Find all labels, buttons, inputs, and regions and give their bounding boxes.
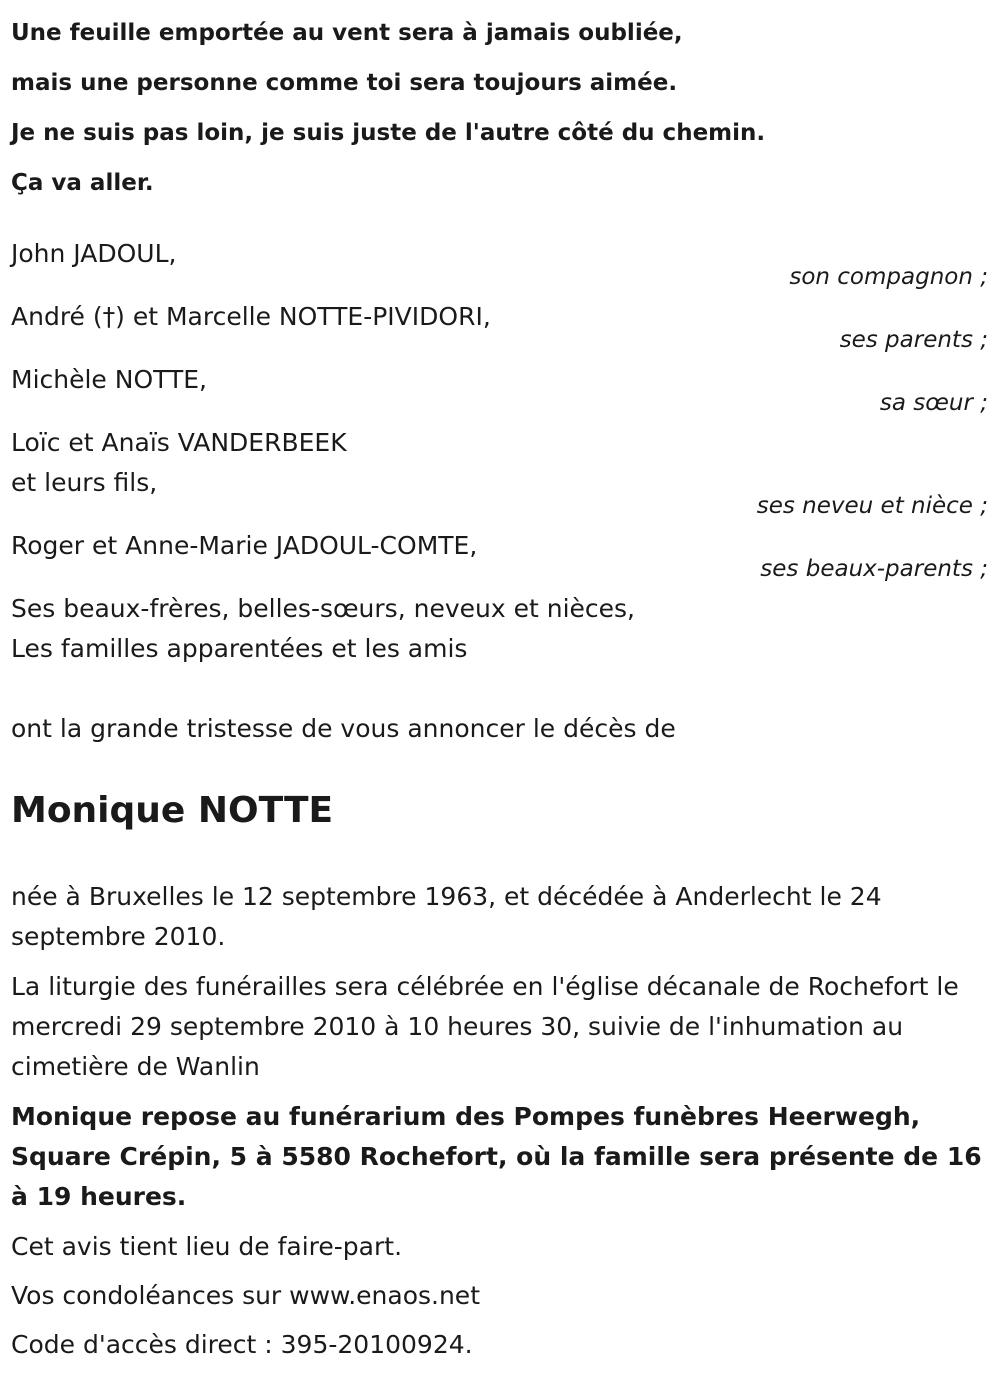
deceased-name: Monique NOTTE: [11, 790, 334, 831]
poem-line: Je ne suis pas loin, je suis juste de l'autre côté du chemin.: [11, 120, 766, 146]
others-line: Les familles apparentées et les amis: [11, 634, 468, 663]
family-name-nephew-niece-line2: et leurs fils,: [11, 468, 158, 497]
family-relation-in-laws: ses beaux-parents ;: [760, 556, 988, 582]
poem-line: Une feuille emportée au vent sera à jamais oubliée,: [11, 20, 683, 46]
funerarium-text: Monique repose au funérarium des Pompes funèbres Heerwegh, Square Crépin, 5 à 5580 Rochefort, où la famille sera présente de 16 à 19 heures.: [11, 1102, 982, 1211]
family-name-companion: John JADOUL,: [11, 239, 177, 268]
poem-line: Ça va aller.: [11, 170, 154, 196]
notice-text: Cet avis tient lieu de faire-part.: [11, 1232, 403, 1261]
announcement-text: ont la grande tristesse de vous annoncer le décès de: [11, 714, 676, 743]
access-code-text: Code d'accès direct : 395-20100924.: [11, 1330, 473, 1359]
others-line: Ses beaux-frères, belles-sœurs, neveux et nièces,: [11, 594, 635, 623]
poem: [11, 8, 991, 208]
family-relation-nephew-niece: ses neveu et nièce ;: [756, 493, 988, 519]
family-relation-sister: sa sœur ;: [879, 390, 988, 416]
family-name-parents: André (†) et Marcelle NOTTE-PIVIDORI,: [11, 302, 491, 331]
birth-death-text: née à Bruxelles le 12 septembre 1963, et décédée à Anderlecht le 24 septembre 2010.: [11, 882, 882, 951]
poem-line: mais une personne comme toi sera toujours aimée.: [11, 70, 678, 96]
family-relation-companion: son compagnon ;: [789, 264, 988, 290]
family-name-nephew-niece: Loïc et Anaïs VANDERBEEK: [11, 428, 347, 457]
family-name-sister: Michèle NOTTE,: [11, 365, 207, 394]
family-name-in-laws: Roger et Anne-Marie JADOUL-COMTE,: [11, 531, 478, 560]
family-relation-parents: ses parents ;: [839, 327, 988, 353]
funeral-text: La liturgie des funérailles sera célébrée en l'église décanale de Rochefort le mercredi 29 septembre 2010 à 10 heures 30, suivie de l'inhumation au cimetière de Wanlin: [11, 972, 959, 1081]
condolences-text: Vos condoléances sur www.enaos.net: [11, 1281, 480, 1310]
